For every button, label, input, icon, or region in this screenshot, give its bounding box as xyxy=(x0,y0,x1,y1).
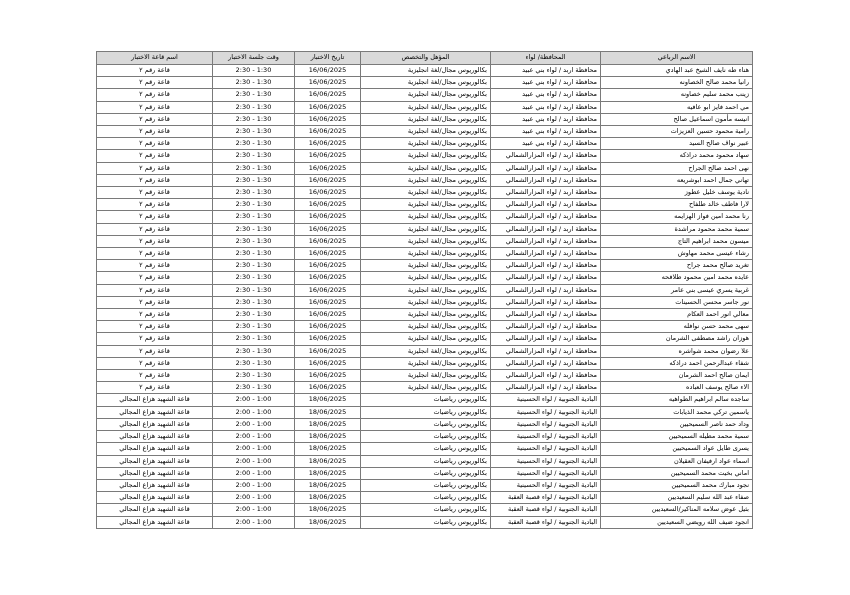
cell-exam-date: 16/06/2025 xyxy=(295,235,361,247)
cell-qualification: بكالوريوس مجال/لغة انجليزية xyxy=(361,211,491,223)
cell-session-time: 1:00 - 2:00 xyxy=(213,467,295,479)
table-row xyxy=(97,248,753,260)
cell-qualification: بكالوريوس مجال/لغة انجليزية xyxy=(361,199,491,211)
cell-session-time: 1:00 - 2:00 xyxy=(213,418,295,430)
table-row xyxy=(97,211,753,223)
cell-exam-date: 16/06/2025 xyxy=(295,345,361,357)
cell-qualification: بكالوريوس رياضيات xyxy=(361,431,491,443)
cell-governorate: البادية الجنوبية / لواء الحسينية xyxy=(491,431,601,443)
table-row xyxy=(97,199,753,211)
cell-exam-room: قاعة الشهيد هزاع المجالي xyxy=(97,516,213,528)
cell-exam-date: 16/06/2025 xyxy=(295,321,361,333)
cell-exam-room: قاعة رقم ٢ xyxy=(97,248,213,260)
cell-qualification: بكالوريوس رياضيات xyxy=(361,479,491,491)
cell-qualification: بكالوريوس رياضيات xyxy=(361,504,491,516)
cell-session-time: 1:30 - 2:30 xyxy=(213,382,295,394)
table-row xyxy=(97,382,753,394)
cell-full-name: انجود ضيف الله رويضي السعيديين xyxy=(601,516,753,528)
cell-governorate: محافظة اربد / لواء المزارالشمالي xyxy=(491,223,601,235)
cell-full-name: رامية محمود حسين العزيزات xyxy=(601,126,753,138)
cell-qualification: بكالوريوس مجال/لغة انجليزية xyxy=(361,187,491,199)
cell-qualification: بكالوريوس رياضيات xyxy=(361,443,491,455)
cell-session-time: 1:30 - 2:30 xyxy=(213,138,295,150)
cell-exam-room: قاعة رقم ٢ xyxy=(97,89,213,101)
cell-session-time: 1:30 - 2:30 xyxy=(213,309,295,321)
cell-exam-date: 16/06/2025 xyxy=(295,223,361,235)
cell-exam-room: قاعة رقم ٢ xyxy=(97,345,213,357)
cell-full-name: مي احمد فايز ابو عافيه xyxy=(601,101,753,113)
cell-session-time: 1:30 - 2:30 xyxy=(213,199,295,211)
cell-session-time: 1:30 - 2:30 xyxy=(213,345,295,357)
cell-full-name: رشاء عيسى محمد مهاوش xyxy=(601,248,753,260)
table-row xyxy=(97,516,753,528)
table-row xyxy=(97,467,753,479)
cell-governorate: محافظة اربد / لواء المزارالشمالي xyxy=(491,284,601,296)
cell-qualification: بكالوريوس مجال/لغة انجليزية xyxy=(361,113,491,125)
cell-full-name: نهى احمد صالح الجراح xyxy=(601,162,753,174)
cell-governorate: محافظة اربد / لواء المزارالشمالي xyxy=(491,333,601,345)
cell-governorate: محافظة اربد / لواء المزارالشمالي xyxy=(491,272,601,284)
cell-exam-room: قاعة رقم ٢ xyxy=(97,333,213,345)
table-row xyxy=(97,89,753,101)
cell-session-time: 1:30 - 2:30 xyxy=(213,370,295,382)
cell-exam-room: قاعة رقم ٢ xyxy=(97,187,213,199)
cell-session-time: 1:00 - 2:00 xyxy=(213,406,295,418)
cell-governorate: البادية الجنوبية / لواء قصبة العقبة xyxy=(491,504,601,516)
cell-full-name: تهاني جمال احمد ابوشريعه xyxy=(601,174,753,186)
cell-exam-date: 18/06/2025 xyxy=(295,394,361,406)
cell-qualification: بكالوريوس رياضيات xyxy=(361,418,491,430)
cell-full-name: ايمان صالح احمد الشرمان xyxy=(601,370,753,382)
table-row xyxy=(97,126,753,138)
cell-qualification: بكالوريوس مجال/لغة انجليزية xyxy=(361,174,491,186)
table-row xyxy=(97,357,753,369)
header-full-name: الاسم الرباعي xyxy=(601,52,753,65)
cell-full-name: نادية يوسف خليل عطوز xyxy=(601,187,753,199)
cell-qualification: بكالوريوس مجال/لغة انجليزية xyxy=(361,223,491,235)
cell-full-name: نجود مبارك محمد السميحيين xyxy=(601,479,753,491)
cell-exam-date: 16/06/2025 xyxy=(295,211,361,223)
cell-exam-date: 16/06/2025 xyxy=(295,113,361,125)
cell-exam-date: 16/06/2025 xyxy=(295,357,361,369)
cell-exam-room: قاعة رقم ٢ xyxy=(97,77,213,89)
cell-session-time: 1:30 - 2:30 xyxy=(213,248,295,260)
cell-qualification: بكالوريوس مجال/لغة انجليزية xyxy=(361,65,491,77)
cell-governorate: محافظة اربد / لواء المزارالشمالي xyxy=(491,382,601,394)
header-exam-room: اسم قاعة الاختبار xyxy=(97,52,213,65)
cell-qualification: بكالوريوس مجال/لغة انجليزية xyxy=(361,382,491,394)
header-session-time: وقت جلسة الاختبار xyxy=(213,52,295,65)
cell-exam-room: قاعة الشهيد هزاع المجالي xyxy=(97,406,213,418)
cell-session-time: 1:30 - 2:30 xyxy=(213,101,295,113)
cell-exam-date: 18/06/2025 xyxy=(295,467,361,479)
cell-session-time: 1:30 - 2:30 xyxy=(213,284,295,296)
cell-exam-room: قاعة رقم ٢ xyxy=(97,272,213,284)
cell-exam-date: 16/06/2025 xyxy=(295,370,361,382)
cell-session-time: 1:00 - 2:00 xyxy=(213,492,295,504)
cell-exam-room: قاعة رقم ٢ xyxy=(97,284,213,296)
cell-qualification: بكالوريوس مجال/لغة انجليزية xyxy=(361,333,491,345)
cell-exam-room: قاعة رقم ٢ xyxy=(97,235,213,247)
cell-full-name: زينب محمد سليم خصاونه xyxy=(601,89,753,101)
header-qualification: المؤهل والتخصص xyxy=(361,52,491,65)
cell-qualification: بكالوريوس رياضيات xyxy=(361,394,491,406)
cell-exam-date: 16/06/2025 xyxy=(295,77,361,89)
cell-exam-date: 18/06/2025 xyxy=(295,406,361,418)
cell-full-name: نور جاسر محسن الحسينات xyxy=(601,296,753,308)
cell-exam-date: 18/06/2025 xyxy=(295,504,361,516)
table-row xyxy=(97,65,753,77)
cell-exam-room: قاعة رقم ٢ xyxy=(97,174,213,186)
cell-exam-room: قاعة الشهيد هزاع المجالي xyxy=(97,394,213,406)
cell-exam-room: قاعة الشهيد هزاع المجالي xyxy=(97,418,213,430)
cell-exam-room: قاعة رقم ٢ xyxy=(97,126,213,138)
cell-exam-date: 16/06/2025 xyxy=(295,248,361,260)
cell-full-name: غربية يسري عيسى بني عامر xyxy=(601,284,753,296)
table-row xyxy=(97,77,753,89)
cell-governorate: محافظة اربد / لواء المزارالشمالي xyxy=(491,309,601,321)
cell-qualification: بكالوريوس مجال/لغة انجليزية xyxy=(361,272,491,284)
cell-governorate: البادية الجنوبية / لواء الحسينية xyxy=(491,443,601,455)
cell-qualification: بكالوريوس مجال/لغة انجليزية xyxy=(361,138,491,150)
cell-exam-date: 16/06/2025 xyxy=(295,382,361,394)
cell-exam-room: قاعة الشهيد هزاع المجالي xyxy=(97,431,213,443)
cell-governorate: محافظة اربد / لواء المزارالشمالي xyxy=(491,235,601,247)
table-row xyxy=(97,370,753,382)
cell-exam-date: 16/06/2025 xyxy=(295,138,361,150)
cell-full-name: هناء طه نايف الشيخ عبد الهادي xyxy=(601,65,753,77)
cell-full-name: ياسمين تركي محمد الذيابات xyxy=(601,406,753,418)
cell-full-name: اسماء عواد ارفيفان العقيلان xyxy=(601,455,753,467)
cell-exam-room: قاعة رقم ٢ xyxy=(97,65,213,77)
table-row xyxy=(97,406,753,418)
table-row xyxy=(97,223,753,235)
cell-full-name: علا رضوان محمد شواشره xyxy=(601,345,753,357)
cell-governorate: البادية الجنوبية / لواء قصبة العقبة xyxy=(491,516,601,528)
cell-qualification: بكالوريوس مجال/لغة انجليزية xyxy=(361,126,491,138)
cell-qualification: بكالوريوس مجال/لغة انجليزية xyxy=(361,370,491,382)
cell-session-time: 1:30 - 2:30 xyxy=(213,321,295,333)
table-row xyxy=(97,150,753,162)
cell-qualification: بكالوريوس مجال/لغة انجليزية xyxy=(361,89,491,101)
cell-exam-date: 16/06/2025 xyxy=(295,174,361,186)
cell-qualification: بكالوريوس مجال/لغة انجليزية xyxy=(361,284,491,296)
cell-full-name: رنا محمد امين فواز الهزايمه xyxy=(601,211,753,223)
cell-qualification: بكالوريوس رياضيات xyxy=(361,492,491,504)
cell-session-time: 1:30 - 2:30 xyxy=(213,211,295,223)
cell-session-time: 1:00 - 2:00 xyxy=(213,516,295,528)
cell-exam-date: 16/06/2025 xyxy=(295,101,361,113)
cell-session-time: 1:30 - 2:30 xyxy=(213,187,295,199)
cell-qualification: بكالوريوس مجال/لغة انجليزية xyxy=(361,150,491,162)
table-row xyxy=(97,101,753,113)
table-row xyxy=(97,162,753,174)
cell-session-time: 1:30 - 2:30 xyxy=(213,150,295,162)
cell-governorate: محافظة اربد / لواء المزارالشمالي xyxy=(491,162,601,174)
cell-exam-room: قاعة رقم ٢ xyxy=(97,296,213,308)
cell-governorate: محافظة اربد / لواء بني عبيد xyxy=(491,101,601,113)
cell-session-time: 1:30 - 2:30 xyxy=(213,162,295,174)
cell-exam-date: 16/06/2025 xyxy=(295,187,361,199)
cell-session-time: 1:30 - 2:30 xyxy=(213,174,295,186)
cell-qualification: بكالوريوس رياضيات xyxy=(361,467,491,479)
cell-exam-date: 18/06/2025 xyxy=(295,492,361,504)
cell-full-name: انيسه مأمون اسماعيل صالح xyxy=(601,113,753,125)
cell-full-name: بثيل عوض سلامه المناكير/السعيديين xyxy=(601,504,753,516)
cell-exam-room: قاعة رقم ٢ xyxy=(97,150,213,162)
table-row xyxy=(97,479,753,491)
cell-session-time: 1:30 - 2:30 xyxy=(213,357,295,369)
cell-qualification: بكالوريوس مجال/لغة انجليزية xyxy=(361,357,491,369)
cell-governorate: البادية الجنوبية / لواء الحسينية xyxy=(491,394,601,406)
cell-exam-date: 16/06/2025 xyxy=(295,150,361,162)
cell-exam-room: قاعة الشهيد هزاع المجالي xyxy=(97,479,213,491)
cell-exam-date: 16/06/2025 xyxy=(295,309,361,321)
cell-exam-room: قاعة رقم ٢ xyxy=(97,382,213,394)
cell-exam-room: قاعة رقم ٢ xyxy=(97,321,213,333)
cell-exam-room: قاعة الشهيد هزاع المجالي xyxy=(97,504,213,516)
cell-governorate: محافظة اربد / لواء بني عبيد xyxy=(491,113,601,125)
cell-exam-room: قاعة رقم ٢ xyxy=(97,138,213,150)
cell-governorate: محافظة اربد / لواء المزارالشمالي xyxy=(491,211,601,223)
cell-exam-date: 16/06/2025 xyxy=(295,126,361,138)
cell-exam-date: 18/06/2025 xyxy=(295,431,361,443)
cell-session-time: 1:30 - 2:30 xyxy=(213,296,295,308)
cell-governorate: محافظة اربد / لواء بني عبيد xyxy=(491,89,601,101)
cell-qualification: بكالوريوس مجال/لغة انجليزية xyxy=(361,309,491,321)
cell-governorate: محافظة اربد / لواء المزارالشمالي xyxy=(491,174,601,186)
cell-exam-room: قاعة الشهيد هزاع المجالي xyxy=(97,455,213,467)
cell-qualification: بكالوريوس رياضيات xyxy=(361,516,491,528)
cell-session-time: 1:30 - 2:30 xyxy=(213,65,295,77)
cell-exam-date: 16/06/2025 xyxy=(295,260,361,272)
table-row xyxy=(97,272,753,284)
cell-session-time: 1:30 - 2:30 xyxy=(213,89,295,101)
cell-full-name: هوزان راشد مصطفى الشرمان xyxy=(601,333,753,345)
cell-session-time: 1:30 - 2:30 xyxy=(213,126,295,138)
cell-session-time: 1:30 - 2:30 xyxy=(213,235,295,247)
cell-governorate: محافظة اربد / لواء المزارالشمالي xyxy=(491,199,601,211)
cell-full-name: شفاء عبدالرحمن احمد دراذكه xyxy=(601,357,753,369)
cell-full-name: سهى محمد حسن نوافله xyxy=(601,321,753,333)
cell-exam-date: 18/06/2025 xyxy=(295,516,361,528)
table-row xyxy=(97,333,753,345)
cell-governorate: محافظة اربد / لواء المزارالشمالي xyxy=(491,345,601,357)
cell-full-name: عايده محمد امين محمود طلافحه xyxy=(601,272,753,284)
table-row xyxy=(97,235,753,247)
cell-exam-room: قاعة رقم ٢ xyxy=(97,162,213,174)
cell-qualification: بكالوريوس مجال/لغة انجليزية xyxy=(361,321,491,333)
table-row xyxy=(97,113,753,125)
cell-full-name: لارا فاطف خالد طلفاح xyxy=(601,199,753,211)
table-body xyxy=(97,65,753,529)
cell-full-name: عبير نواف صالح السيد xyxy=(601,138,753,150)
table-row xyxy=(97,455,753,467)
cell-governorate: البادية الجنوبية / لواء الحسينية xyxy=(491,467,601,479)
cell-session-time: 1:00 - 2:00 xyxy=(213,455,295,467)
cell-full-name: وداد حمد ناصر السميحيين xyxy=(601,418,753,430)
cell-full-name: سمية محمد محمود مراشدة xyxy=(601,223,753,235)
table-row xyxy=(97,296,753,308)
cell-session-time: 1:30 - 2:30 xyxy=(213,77,295,89)
table-row xyxy=(97,345,753,357)
cell-exam-date: 16/06/2025 xyxy=(295,65,361,77)
cell-governorate: محافظة اربد / لواء المزارالشمالي xyxy=(491,187,601,199)
cell-governorate: محافظة اربد / لواء المزارالشمالي xyxy=(491,357,601,369)
cell-exam-room: قاعة رقم ٢ xyxy=(97,309,213,321)
cell-qualification: بكالوريوس مجال/لغة انجليزية xyxy=(361,162,491,174)
cell-qualification: بكالوريوس رياضيات xyxy=(361,406,491,418)
table-row xyxy=(97,260,753,272)
cell-session-time: 1:30 - 2:30 xyxy=(213,333,295,345)
cell-full-name: رانيا محمد صالح الخصاونه xyxy=(601,77,753,89)
cell-full-name: سمية محمد مطيله السميحيين xyxy=(601,431,753,443)
cell-governorate: البادية الجنوبية / لواء الحسينية xyxy=(491,406,601,418)
cell-session-time: 1:00 - 2:00 xyxy=(213,443,295,455)
cell-full-name: تغريد صالح محمد جراح xyxy=(601,260,753,272)
cell-session-time: 1:30 - 2:30 xyxy=(213,260,295,272)
cell-governorate: البادية الجنوبية / لواء الحسينية xyxy=(491,455,601,467)
cell-exam-room: قاعة رقم ٢ xyxy=(97,357,213,369)
table-row xyxy=(97,309,753,321)
cell-session-time: 1:30 - 2:30 xyxy=(213,223,295,235)
cell-exam-date: 16/06/2025 xyxy=(295,162,361,174)
cell-exam-room: قاعة رقم ٢ xyxy=(97,370,213,382)
cell-governorate: البادية الجنوبية / لواء قصبة العقبة xyxy=(491,492,601,504)
cell-governorate: محافظة اربد / لواء المزارالشمالي xyxy=(491,248,601,260)
table-row xyxy=(97,174,753,186)
table-row xyxy=(97,284,753,296)
cell-session-time: 1:00 - 2:00 xyxy=(213,394,295,406)
cell-exam-room: قاعة رقم ٢ xyxy=(97,211,213,223)
cell-governorate: البادية الجنوبية / لواء الحسينية xyxy=(491,418,601,430)
cell-qualification: بكالوريوس مجال/لغة انجليزية xyxy=(361,260,491,272)
cell-governorate: محافظة اربد / لواء المزارالشمالي xyxy=(491,260,601,272)
cell-qualification: بكالوريوس رياضيات xyxy=(361,455,491,467)
cell-exam-room: قاعة الشهيد هزاع المجالي xyxy=(97,443,213,455)
cell-full-name: يسرى طايل عواد السميحيين xyxy=(601,443,753,455)
cell-qualification: بكالوريوس مجال/لغة انجليزية xyxy=(361,248,491,260)
cell-exam-date: 16/06/2025 xyxy=(295,333,361,345)
cell-exam-room: قاعة رقم ٢ xyxy=(97,101,213,113)
exam-schedule-table xyxy=(96,51,753,529)
cell-governorate: محافظة اربد / لواء المزارالشمالي xyxy=(491,321,601,333)
header-exam-date: تاريخ الاختبار xyxy=(295,52,361,65)
cell-full-name: اماني بخيت محمد السميحيين xyxy=(601,467,753,479)
cell-exam-date: 18/06/2025 xyxy=(295,418,361,430)
header-governorate: المحافظة/ لواء xyxy=(491,52,601,65)
table-row xyxy=(97,138,753,150)
table-row xyxy=(97,492,753,504)
cell-exam-room: قاعة الشهيد هزاع المجالي xyxy=(97,467,213,479)
cell-full-name: سهاد محمود محمد دراذكه xyxy=(601,150,753,162)
cell-exam-room: قاعة رقم ٢ xyxy=(97,199,213,211)
table-header xyxy=(97,52,753,65)
cell-exam-date: 18/06/2025 xyxy=(295,479,361,491)
cell-qualification: بكالوريوس مجال/لغة انجليزية xyxy=(361,77,491,89)
cell-session-time: 1:30 - 2:30 xyxy=(213,272,295,284)
cell-session-time: 1:00 - 2:00 xyxy=(213,504,295,516)
table-row xyxy=(97,504,753,516)
table-row xyxy=(97,187,753,199)
cell-governorate: محافظة اربد / لواء المزارالشمالي xyxy=(491,296,601,308)
cell-exam-date: 16/06/2025 xyxy=(295,199,361,211)
cell-qualification: بكالوريوس مجال/لغة انجليزية xyxy=(361,101,491,113)
cell-governorate: محافظة اربد / لواء بني عبيد xyxy=(491,77,601,89)
cell-exam-room: قاعة الشهيد هزاع المجالي xyxy=(97,492,213,504)
cell-session-time: 1:30 - 2:30 xyxy=(213,113,295,125)
cell-exam-date: 16/06/2025 xyxy=(295,272,361,284)
cell-governorate: محافظة اربد / لواء بني عبيد xyxy=(491,138,601,150)
cell-qualification: بكالوريوس مجال/لغة انجليزية xyxy=(361,345,491,357)
cell-full-name: ساجده سالم ابراهيم الطواهيه xyxy=(601,394,753,406)
cell-exam-date: 18/06/2025 xyxy=(295,455,361,467)
cell-exam-room: قاعة رقم ٢ xyxy=(97,223,213,235)
cell-governorate: محافظة اربد / لواء بني عبيد xyxy=(491,126,601,138)
cell-exam-date: 18/06/2025 xyxy=(295,443,361,455)
table-row xyxy=(97,394,753,406)
cell-qualification: بكالوريوس مجال/لغة انجليزية xyxy=(361,296,491,308)
table-row xyxy=(97,418,753,430)
cell-qualification: بكالوريوس مجال/لغة انجليزية xyxy=(361,235,491,247)
table-row xyxy=(97,443,753,455)
cell-governorate: محافظة اربد / لواء المزارالشمالي xyxy=(491,370,601,382)
table-row xyxy=(97,321,753,333)
cell-session-time: 1:00 - 2:00 xyxy=(213,431,295,443)
cell-exam-date: 16/06/2025 xyxy=(295,284,361,296)
table-row xyxy=(97,431,753,443)
cell-full-name: معالي انور احمد العكام xyxy=(601,309,753,321)
cell-full-name: الاء صالح يوسف العباده xyxy=(601,382,753,394)
cell-exam-date: 16/06/2025 xyxy=(295,89,361,101)
header-row xyxy=(97,52,753,65)
cell-full-name: صفاء عبد الله سليم السعيديين xyxy=(601,492,753,504)
cell-governorate: محافظة اربد / لواء بني عبيد xyxy=(491,65,601,77)
cell-exam-room: قاعة رقم ٢ xyxy=(97,113,213,125)
cell-exam-date: 16/06/2025 xyxy=(295,296,361,308)
cell-governorate: محافظة اربد / لواء المزارالشمالي xyxy=(491,150,601,162)
cell-session-time: 1:00 - 2:00 xyxy=(213,479,295,491)
cell-full-name: ميسون محمد ابراهيم التاج xyxy=(601,235,753,247)
cell-governorate: البادية الجنوبية / لواء الحسينية xyxy=(491,479,601,491)
cell-exam-room: قاعة رقم ٢ xyxy=(97,260,213,272)
